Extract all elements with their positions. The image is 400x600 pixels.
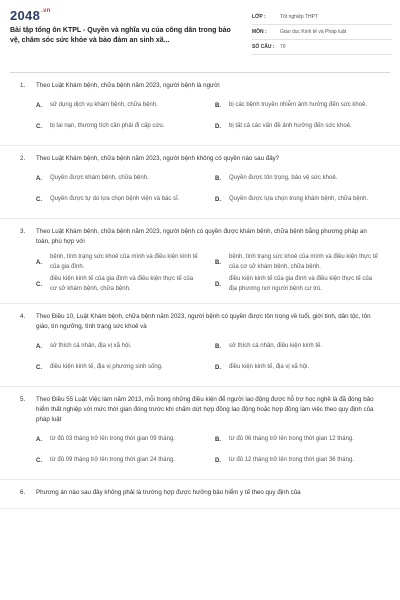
option-d[interactable] <box>215 359 390 377</box>
option-text: bị tất cả các vấn đề ảnh hưởng đến sức khoẻ. <box>229 123 352 130</box>
meta-row-subject <box>252 25 392 40</box>
question-text: Theo Luật Khám bệnh, chữa bệnh năm 2023, người bệnh có quyền được khám bệnh, chữa bệnh bằng phương pháp an toàn, phù hợp với <box>36 228 367 245</box>
option-text: từ đủ 09 tháng trở lên trong thời gian 24 tháng. <box>50 457 175 464</box>
question-stem <box>20 81 390 91</box>
option-text: sử dụng dịch vụ khám bệnh, chữa bệnh. <box>50 102 158 109</box>
option-letter: C. <box>36 365 42 371</box>
option-text: sở thích cá nhân, địa vị xã hội. <box>50 343 132 350</box>
option-b[interactable] <box>215 431 390 449</box>
option-letter: A. <box>36 437 42 443</box>
logo-suffix: .vn <box>41 8 51 14</box>
option-letter: C. <box>36 458 42 464</box>
option-text: bị các bệnh truyền nhiễm ảnh hưởng đến sức khoẻ. <box>229 102 368 109</box>
option-c[interactable] <box>36 359 211 377</box>
question-2 <box>0 146 400 219</box>
option-letter: D. <box>215 365 221 371</box>
option-letter: B. <box>215 259 221 266</box>
option-text: từ đủ 03 tháng trở lên trong thời gian 09 tháng. <box>50 436 175 443</box>
option-d[interactable] <box>215 118 390 136</box>
question-1 <box>0 73 400 146</box>
option-text: Quyền được tự do lựa chọn bệnh viện và bác sĩ. <box>50 196 180 203</box>
question-number: 3. <box>20 228 26 235</box>
question-text: Phương án nào sau đây không phải là trường hợp được hưởng bảo hiểm y tế theo quy định của <box>36 489 301 496</box>
option-text: từ đủ 06 tháng trở lên trong thời gian 12 tháng. <box>229 436 354 443</box>
question-stem <box>20 312 390 332</box>
meta-key: MÔN : <box>252 29 267 35</box>
option-text: từ đủ 12 tháng trở lên trong thời gian 36 tháng. <box>229 457 354 464</box>
meta-key: SỐ CÂU : <box>252 44 275 50</box>
meta-row-class <box>252 10 392 25</box>
option-letter: C. <box>36 197 42 203</box>
option-text: Quyền được tôn trọng, bảo vệ sức khoẻ. <box>229 175 338 182</box>
question-list <box>0 73 400 509</box>
option-letter: A. <box>36 103 42 109</box>
option-text: sở thích cá nhân, điều kiện kinh tế. <box>229 343 322 350</box>
question-number: 5. <box>20 396 26 403</box>
option-a[interactable] <box>36 431 211 449</box>
document-title: Bài tập tổng ôn KTPL - Quyền và nghĩa vụ của công dân trong bảo vệ, chăm sóc sức khỏe và bảo đảm an sinh xã... <box>10 27 231 44</box>
meta-key: LỚP : <box>252 14 266 20</box>
question-number: 2. <box>20 155 26 162</box>
question-text: Theo Luật Khám bệnh, chữa bệnh năm 2023, người bệnh không có quyền nào sau đây? <box>36 155 280 162</box>
option-letter: D. <box>215 124 221 130</box>
question-6 <box>0 480 400 509</box>
question-stem <box>20 227 390 247</box>
option-c[interactable] <box>36 191 211 209</box>
logo-text: 2048 <box>10 8 41 23</box>
meta-value: Giáo dục Kinh tế và Pháp luật <box>280 29 347 35</box>
meta-value: 70 <box>280 44 286 50</box>
option-letter: D. <box>215 458 221 464</box>
option-text: Quyền được lựa chọn trong khám bệnh, chữa bệnh. <box>229 196 369 203</box>
option-text: điều kiện kinh tế của gia đình và điều kiện thực tế của cơ sở khám bệnh, chữa bệnh. <box>50 276 194 292</box>
option-text: bệnh, tình trạng sức khoẻ của mình và điều kiện kinh tế của gia đình. <box>50 254 198 270</box>
option-letter: D. <box>215 281 221 288</box>
document-header <box>0 0 400 58</box>
option-d[interactable] <box>215 452 390 470</box>
option-b[interactable] <box>215 253 390 272</box>
option-d[interactable] <box>215 275 390 294</box>
option-a[interactable] <box>36 253 211 272</box>
option-b[interactable] <box>215 97 390 115</box>
option-b[interactable] <box>215 338 390 356</box>
option-text: điều kiện kinh tế, địa vị xã hội. <box>229 364 310 371</box>
question-text: Theo Điều 10, Luật Khám bệnh, chữa bệnh năm 2023, người bệnh có quyền được tôn trọng về tuổi, giới tính, dân tộc, tôn giáo, tín ngưỡng, tình trạng sức khoẻ và <box>36 313 371 330</box>
option-a[interactable] <box>36 338 211 356</box>
option-a[interactable] <box>36 97 211 115</box>
option-d[interactable] <box>215 191 390 209</box>
option-letter: C. <box>36 124 42 130</box>
option-letter: A. <box>36 176 42 182</box>
question-number: 6. <box>20 489 26 496</box>
answer-options <box>20 253 390 297</box>
question-stem <box>20 488 390 498</box>
question-number: 1. <box>20 82 26 89</box>
option-c[interactable] <box>36 118 211 136</box>
answer-options <box>20 431 390 473</box>
question-stem <box>20 154 390 164</box>
option-letter: B. <box>215 103 221 109</box>
question-text: Theo Luật Khám bệnh, chữa bệnh năm 2023, người bệnh là người <box>36 82 220 89</box>
option-a[interactable] <box>36 170 211 188</box>
option-letter: B. <box>215 344 221 350</box>
option-text: bị tai nạn, thương tích cần phải đi cấp cứu. <box>50 123 165 130</box>
option-letter: A. <box>36 259 42 266</box>
question-5 <box>0 387 400 480</box>
meta-row-count <box>252 40 392 55</box>
option-letter: C. <box>36 281 42 288</box>
option-letter: D. <box>215 197 221 203</box>
option-b[interactable] <box>215 170 390 188</box>
question-number: 4. <box>20 313 26 320</box>
question-text: Theo Điều 55 Luật Việc làm năm 2013, mỗi trong những điều kiện để người lao động được hỗ trợ học nghề là đã đóng bảo hiểm thất nghiệp với mức thời gian đóng trước khi chấm dứt hợp đồng lao động hoặc hợp đồng làm việc theo quy định của pháp luật <box>36 396 374 423</box>
answer-options <box>20 170 390 212</box>
option-text: Quyền được khám bệnh, chữa bệnh. <box>50 175 149 182</box>
question-stem <box>20 395 390 425</box>
question-3 <box>0 219 400 304</box>
option-text: điều kiện kinh tế của gia đình và điều kiện thực tế của địa phương nơi người bệnh cư trú. <box>229 276 373 292</box>
option-letter: A. <box>36 344 42 350</box>
option-letter: B. <box>215 176 221 182</box>
answer-options <box>20 97 390 139</box>
option-c[interactable] <box>36 452 211 470</box>
option-c[interactable] <box>36 275 211 294</box>
meta-table <box>252 10 392 55</box>
answer-options <box>20 338 390 380</box>
option-text: điều kiện kinh tế, địa vị phương sinh sống. <box>50 364 163 371</box>
question-4 <box>0 304 400 387</box>
option-letter: B. <box>215 437 221 443</box>
meta-value: Tốt nghiệp THPT <box>280 14 318 20</box>
option-text: bệnh, tình trạng sức khoẻ của mình và điều kiện thực tế của cơ sở khám bệnh, chữa bệnh. <box>229 254 378 270</box>
